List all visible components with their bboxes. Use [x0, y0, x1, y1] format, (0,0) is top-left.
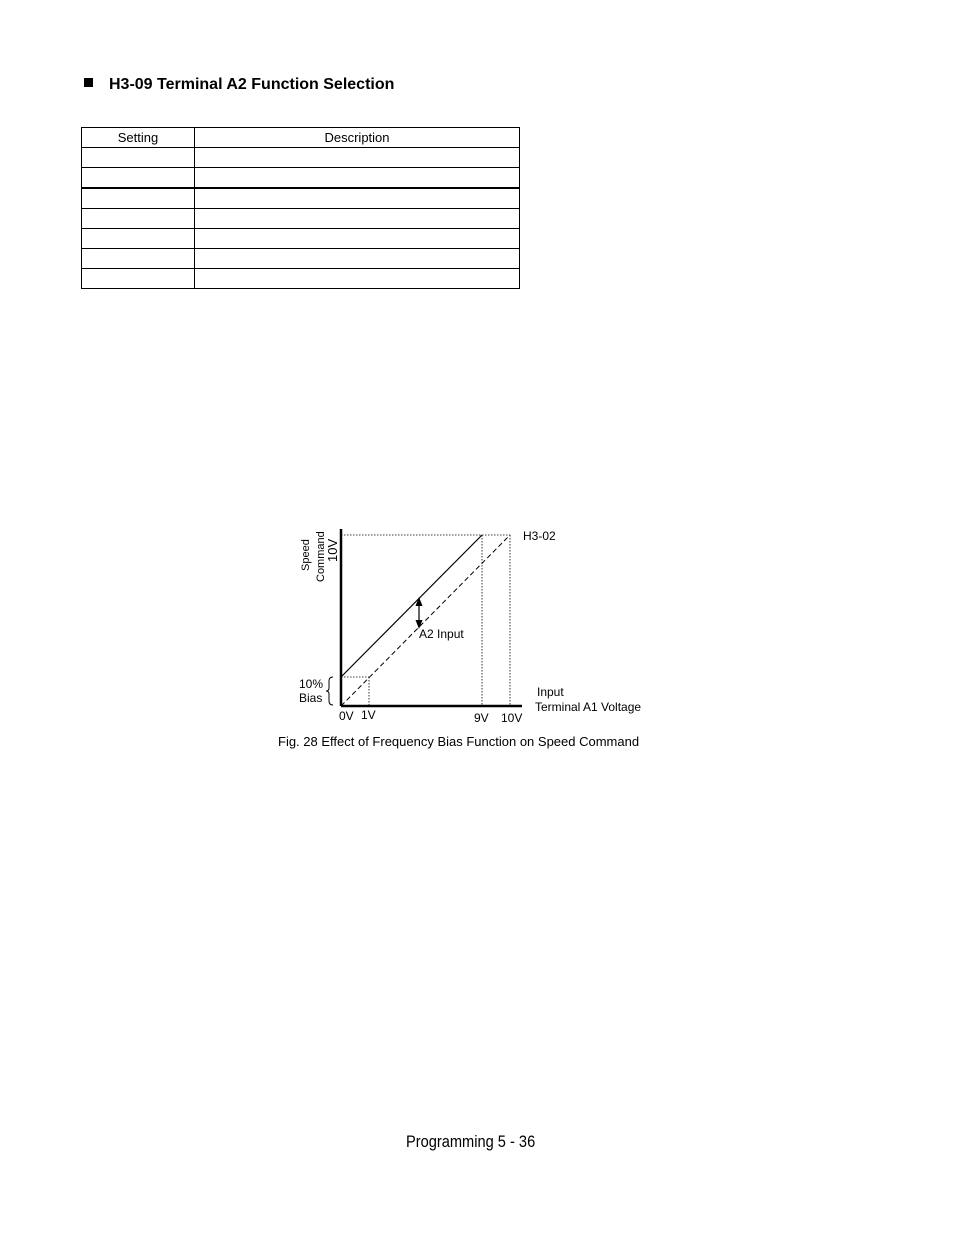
description-cell — [195, 148, 520, 168]
square-bullet-icon — [84, 78, 93, 87]
biased-speed-line — [341, 535, 482, 677]
setting-cell — [82, 229, 195, 249]
bias-percent-label: 10% — [299, 677, 324, 691]
x-tick-label: 9V — [474, 711, 489, 725]
section-title: H3-09 Terminal A2 Function Selection — [109, 76, 395, 93]
unbiased-speed-line — [341, 535, 510, 706]
bias-label: Bias — [299, 691, 323, 705]
table-row — [82, 229, 520, 249]
y-axis-label-speed: Speed — [300, 539, 312, 571]
setting-cell — [82, 269, 195, 289]
h3-02-label: H3-02 — [523, 529, 556, 543]
y-top-value: 10V — [325, 538, 340, 562]
setting-cell — [82, 168, 195, 189]
setting-cell — [82, 188, 195, 209]
x-tick-label: 10V — [501, 711, 523, 725]
description-cell — [195, 269, 520, 289]
table-header-row — [82, 128, 520, 148]
table-row — [82, 148, 520, 168]
column-header-description: Description — [195, 128, 520, 148]
y-axis-label-command: Command — [315, 531, 327, 582]
figure-caption: Fig. 28 Effect of Frequency Bias Function on Speed Command — [278, 734, 640, 749]
page-footer: Programming 5 - 36 — [406, 1132, 536, 1151]
setting-cell — [82, 249, 195, 269]
setting-cell — [82, 148, 195, 168]
table-row — [82, 188, 520, 209]
x-tick-label: 1V — [361, 708, 376, 722]
x-tick-label: 0V — [339, 709, 354, 723]
column-header-setting: Setting — [82, 128, 195, 148]
table-row — [82, 269, 520, 289]
section-heading — [84, 75, 394, 95]
description-cell — [195, 229, 520, 249]
description-cell — [195, 168, 520, 189]
description-cell — [195, 249, 520, 269]
a2-input-label: A2 Input — [419, 627, 464, 641]
table-row — [82, 168, 520, 189]
settings-table — [81, 127, 520, 289]
bias-brace-icon — [326, 677, 333, 705]
description-cell — [195, 209, 520, 229]
x-axis-label-voltage: Terminal A1 Voltage — [535, 700, 642, 714]
table-row — [82, 209, 520, 229]
description-cell — [195, 188, 520, 209]
bias-function-figure — [270, 515, 670, 730]
x-axis-label-input: Input — [537, 685, 564, 699]
setting-cell — [82, 209, 195, 229]
table-row — [82, 249, 520, 269]
